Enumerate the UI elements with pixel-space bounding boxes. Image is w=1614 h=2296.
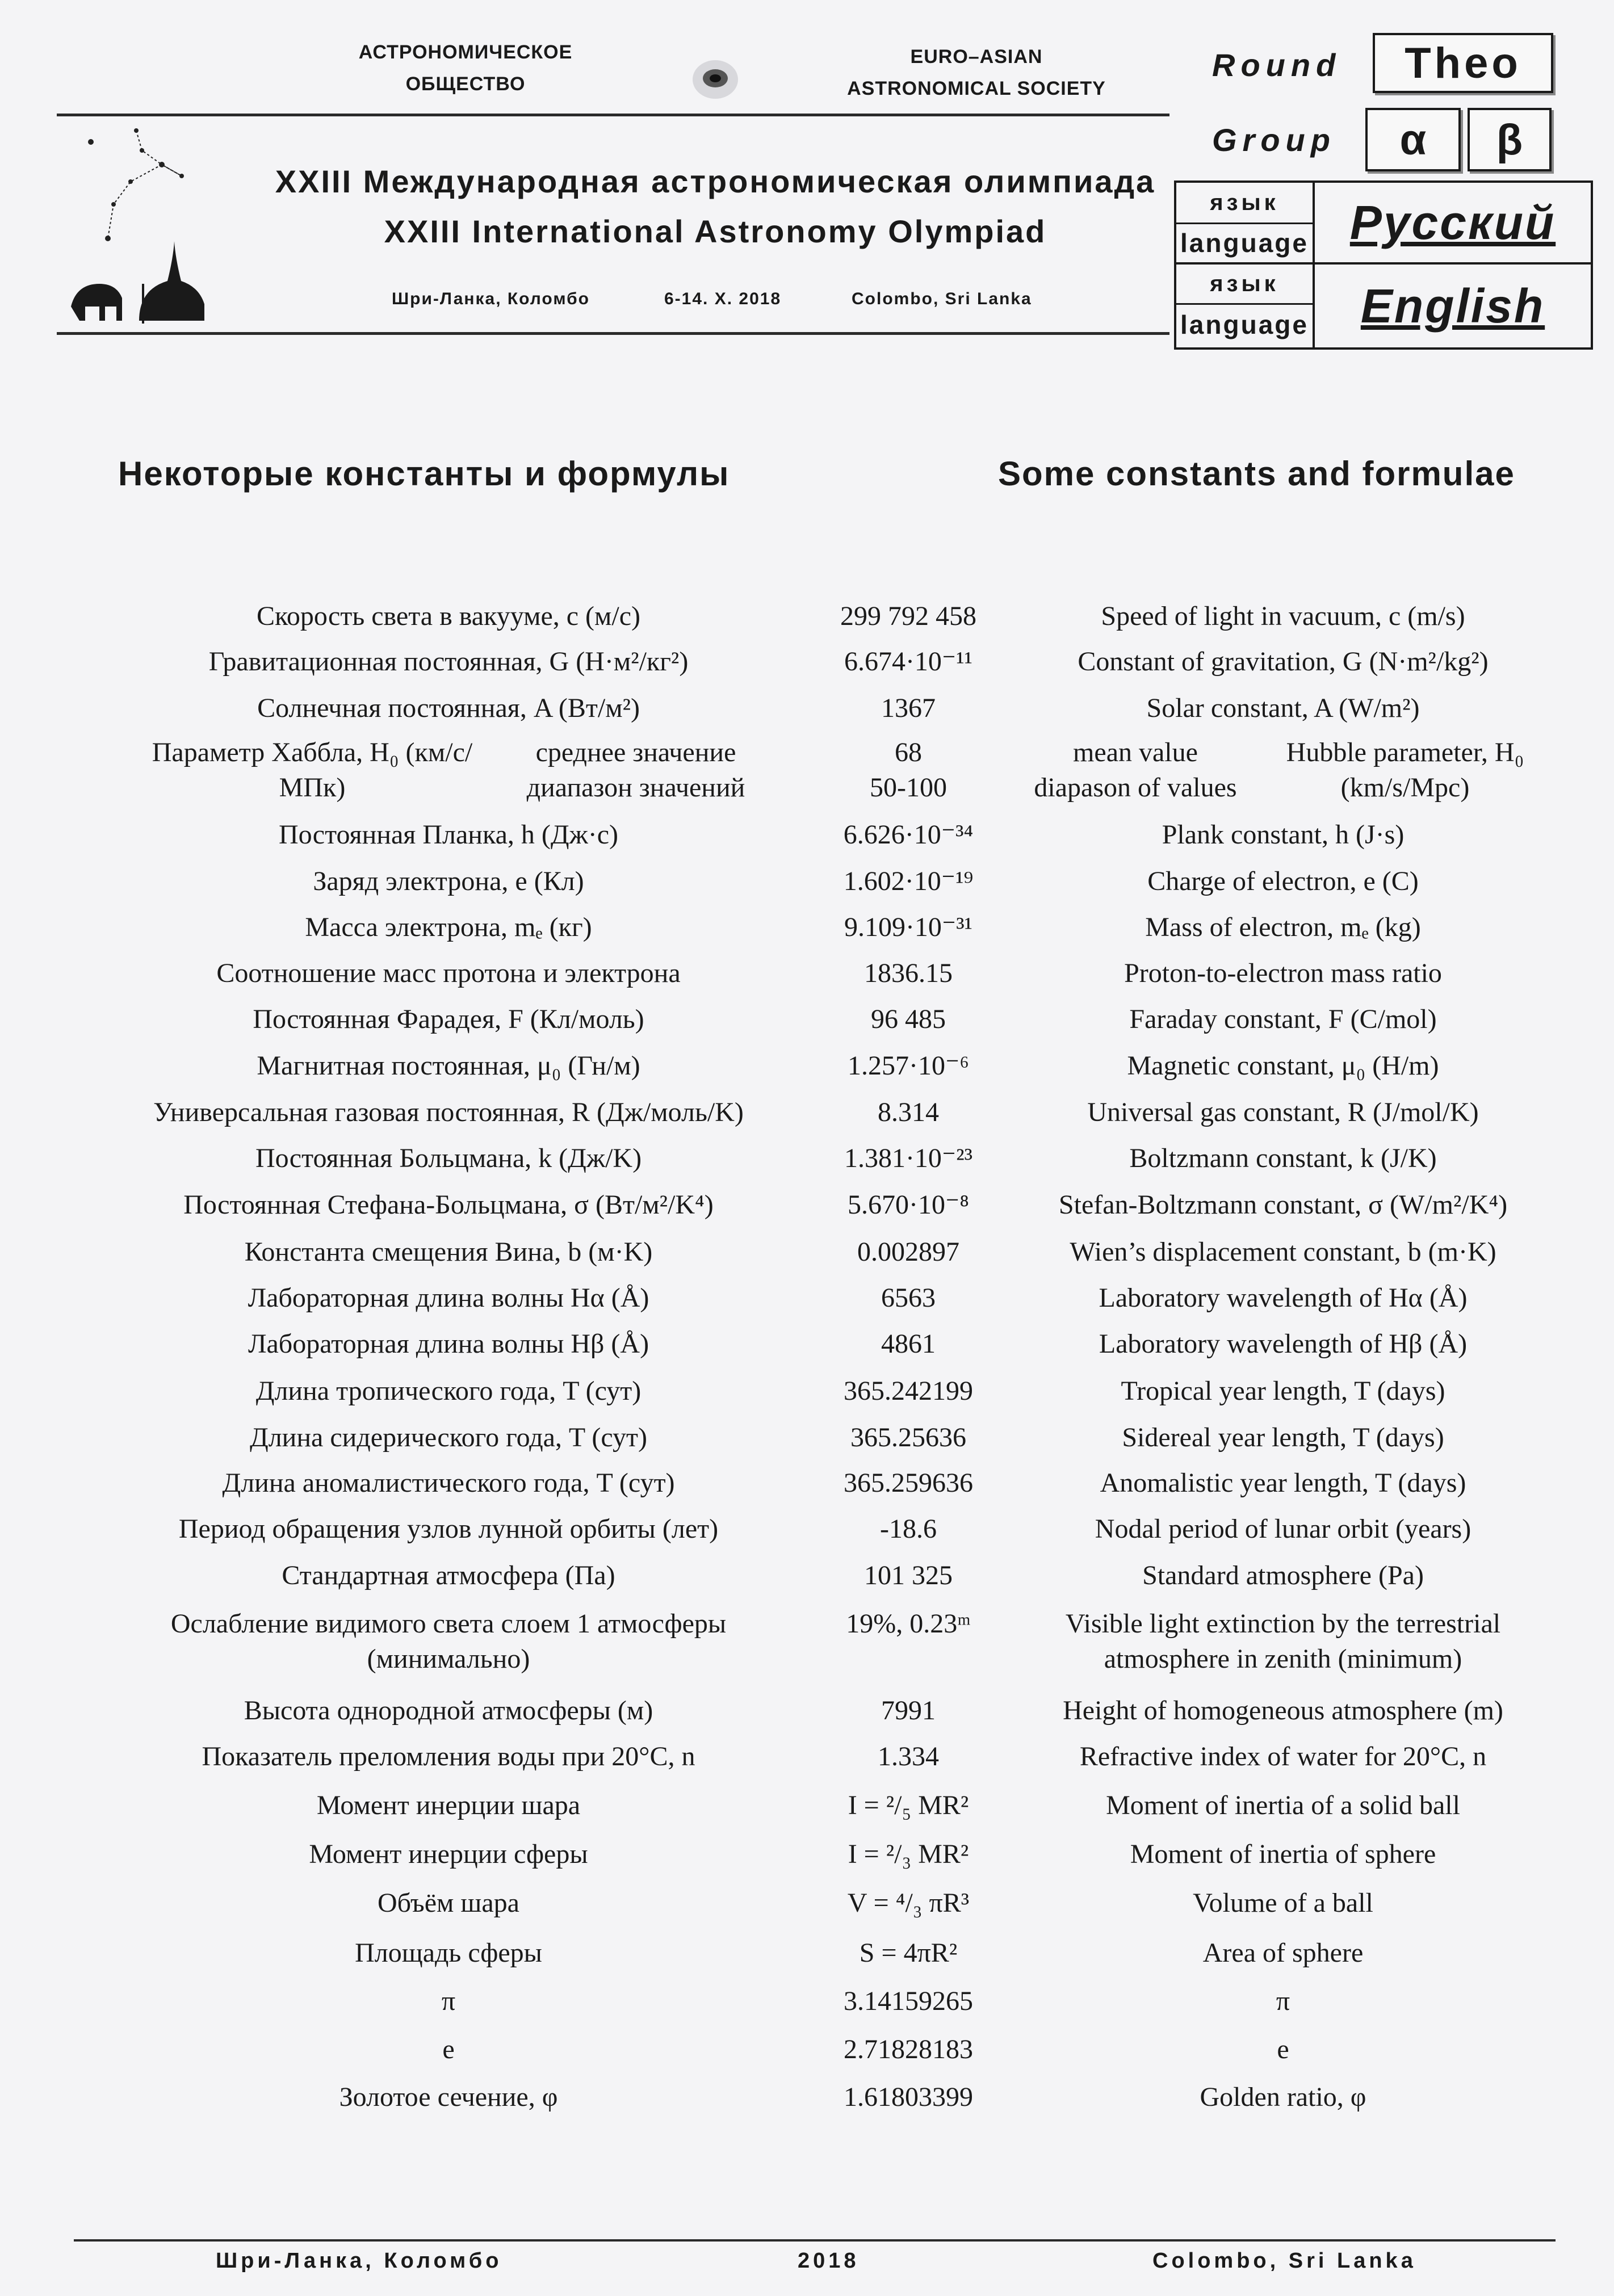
row-ru-label: Постоянная Стефана-Больцмана, σ (Вт/м²/K⁴)	[183, 1190, 714, 1220]
group-alpha-box	[1365, 108, 1461, 171]
row-en-label: Solar constant, A (W/m²)	[1146, 693, 1420, 723]
row-ru-label: Длина тропического года, T (сут)	[255, 1376, 642, 1406]
group-beta-box	[1468, 108, 1552, 171]
header-top-rule	[57, 114, 1169, 116]
language-value-ru: Русский	[1349, 195, 1556, 249]
row-en-label: Wien’s displacement constant, b (m·K)	[1070, 1237, 1496, 1267]
row-value: 1367	[881, 693, 936, 723]
row-value-mean: 68	[895, 737, 922, 767]
row-en-label: Universal gas constant, R (J/mol/K)	[1087, 1097, 1479, 1127]
row-ru-label: Длина сидерического года, T (сут)	[249, 1422, 647, 1453]
row-en-label: Standard atmosphere (Pa)	[1142, 1560, 1424, 1590]
row-ru-label: Соотношение масс протона и электрона	[216, 958, 681, 988]
footer-rule	[74, 2239, 1556, 2242]
row-ru-label: Лабораторная длина волны Hα (Å)	[248, 1283, 649, 1313]
row-ru-label: Постоянная Планка, h (Дж·с)	[278, 820, 619, 850]
row-ru-label: Лабораторная длина волны Hβ (Å)	[248, 1329, 649, 1359]
row-value: 1.602·10⁻¹⁹	[843, 866, 974, 896]
society-ru-line1: АСТРОНОМИЧЕСКОЕ	[358, 41, 573, 63]
galaxy-emblem-icon	[670, 45, 761, 114]
row-value: 365.25636	[850, 1422, 966, 1453]
row-ru-label: Константа смещения Вина, b (м·K)	[244, 1237, 653, 1267]
row-en-range-label: diapason of values	[1034, 773, 1237, 803]
row-value: 96 485	[871, 1004, 946, 1034]
row-en-label: Laboratory wavelength of Hβ (Å)	[1099, 1329, 1468, 1359]
row-ru-label: Показатель преломления воды при 20°C, n	[202, 1741, 695, 1772]
row-en-label: Plank constant, h (J·s)	[1162, 820, 1405, 850]
row-ru-label: Масса электрона, mₑ (кг)	[305, 912, 592, 942]
row-ru-range-label: диапазон значений	[526, 773, 745, 803]
row-value: 6563	[881, 1283, 936, 1313]
row-value: 0.002897	[857, 1237, 959, 1267]
row-value: 2.71828183	[844, 2034, 973, 2064]
row-en-label: Mass of electron, mₑ (kg)	[1145, 912, 1421, 942]
row-value: I = ²/₅ MR²	[848, 1790, 969, 1820]
society-en-line2: ASTRONOMICAL SOCIETY	[847, 78, 1106, 99]
location-ru: Шри-Ланка, Коломбо	[392, 289, 590, 308]
dates: 6-14. X. 2018	[664, 289, 782, 308]
row-value: 1.334	[878, 1741, 939, 1772]
row-value: I = ²/₃ MR²	[848, 1839, 969, 1869]
row-en-label: Visible light extinction by the terrestrial atmosphere in zenith (minimum)	[1065, 1609, 1501, 1674]
row-value: 299 792 458	[840, 601, 976, 631]
constellation-elephant-stupa-icon	[62, 119, 204, 341]
row-en-label: Faraday constant, F (C/mol)	[1129, 1004, 1437, 1034]
row-ru-label: π	[441, 1986, 456, 2016]
row-en-mean-label: mean value	[1073, 737, 1198, 767]
round-label: Round	[1212, 47, 1341, 83]
row-value: V = ⁴/₃ πR³	[847, 1888, 970, 1918]
row-en-label: e	[1277, 2034, 1289, 2064]
row-ru-label: Постоянная Больцмана, k (Дж/K)	[255, 1143, 642, 1173]
header-bottom-rule	[57, 332, 1169, 335]
row-ru-label: Золотое сечение, φ	[339, 2082, 558, 2112]
row-value: 5.670·10⁻⁸	[847, 1190, 970, 1220]
row-en-label: Constant of gravitation, G (N·m²/kg²)	[1078, 647, 1489, 677]
row-value: 365.259636	[844, 1468, 973, 1498]
society-ru	[318, 36, 613, 100]
row-value: 1836.15	[864, 958, 953, 988]
footer-right: Colombo, Sri Lanka	[1152, 2249, 1416, 2273]
row-value: 9.109·10⁻³¹	[844, 912, 973, 942]
row-value: -18.6	[880, 1514, 937, 1544]
row-ru-label: Ослабление видимого света слоем 1 атмосферы (минимально)	[170, 1609, 727, 1674]
row-value: 1.381·10⁻²³	[844, 1143, 973, 1173]
row-value: 6.674·10⁻¹¹	[844, 647, 973, 677]
row-en-label: Stefan-Boltzmann constant, σ (W/m²/K⁴)	[1058, 1190, 1508, 1220]
group-label: Group	[1212, 122, 1336, 158]
row-en-label: Nodal period of lunar orbit (years)	[1095, 1514, 1472, 1544]
row-value: 1.257·10⁻⁶	[847, 1051, 970, 1081]
group-beta: β	[1496, 115, 1523, 164]
row-en-label: Anomalistic year length, T (days)	[1100, 1468, 1466, 1498]
row-en-label: Sidereal year length, T (days)	[1122, 1422, 1444, 1453]
row-value: 101 325	[864, 1560, 953, 1590]
row-ru-label: Скорость света в вакууме, с (м/с)	[256, 601, 641, 631]
row-ru-label: Универсальная газовая постоянная, R (Дж/моль/K)	[153, 1097, 744, 1127]
title-ru: XXIII Международная астрономическая олимпиада	[275, 163, 1156, 199]
row-en-label: Laboratory wavelength of Hα (Å)	[1099, 1283, 1468, 1313]
row-ru-label: Стандартная атмосфера (Па)	[282, 1560, 615, 1590]
language-label-en-2: language	[1180, 310, 1309, 339]
row-en-label: Magnetic constant, μ₀ (H/m)	[1127, 1051, 1439, 1081]
round-value: Theo	[1405, 39, 1521, 87]
round-value-box	[1373, 33, 1553, 93]
location-en: Colombo, Sri Lanka	[852, 289, 1032, 308]
row-ru-mean-label: среднее значение	[535, 737, 736, 767]
row-ru-label: Заряд электрона, e (Кл)	[313, 866, 584, 896]
row-en-label: Area of sphere	[1202, 1938, 1364, 1968]
row-en-label: Refractive index of water for 20°C, n	[1079, 1741, 1487, 1772]
row-en-label: Tropical year length, T (days)	[1121, 1376, 1445, 1406]
row-en-label: π	[1276, 1986, 1290, 2016]
row-ru-label: Магнитная постоянная, μ₀ (Гн/м)	[257, 1051, 640, 1081]
row-en-label: Boltzmann constant, k (J/K)	[1129, 1143, 1437, 1173]
row-en-label: Moment of inertia of sphere	[1130, 1839, 1436, 1869]
row-value-range: 50-100	[870, 773, 947, 803]
row-ru-label: Период обращения узлов лунной орбиты (лет)	[178, 1514, 719, 1544]
language-label-ru-1: язык	[1210, 190, 1279, 215]
row-value: 8.314	[878, 1097, 939, 1127]
row-en-label: Speed of light in vacuum, c (m/s)	[1101, 601, 1465, 631]
title-en: XXIII International Astronomy Olympiad	[384, 213, 1047, 249]
row-en-label: Charge of electron, e (C)	[1147, 866, 1419, 896]
row-ru-label: Момент инерции сферы	[309, 1839, 588, 1869]
section-title-en: Some constants and formulae	[998, 455, 1515, 493]
row-value: 19%, 0.23ᵐ	[846, 1609, 971, 1639]
row-value: 4861	[881, 1329, 936, 1359]
group-alpha: α	[1399, 115, 1427, 164]
language-value-en: English	[1360, 279, 1545, 333]
row-ru-label: Площадь сферы	[355, 1938, 542, 1968]
society-ru-line2: ОБЩЕСТВО	[405, 73, 526, 95]
row-value: 365.242199	[844, 1376, 973, 1406]
row-ru-label: Высота однородной атмосферы (м)	[244, 1695, 653, 1726]
section-title-ru: Некоторые константы и формулы	[118, 455, 730, 493]
language-label-en-1: language	[1180, 228, 1309, 258]
row-ru-label: Гравитационная постоянная, G (Н·м²/кг²)	[208, 647, 689, 677]
footer-left: Шри-Ланка, Коломбо	[216, 2249, 502, 2273]
row-en-label: Golden ratio, φ	[1200, 2082, 1366, 2112]
row-ru-label: Солнечная постоянная, A (Вт/м²)	[257, 693, 640, 723]
row-en-label: Proton-to-electron mass ratio	[1124, 958, 1442, 988]
row-ru-label: e	[442, 2034, 455, 2064]
society-en	[818, 41, 1135, 104]
language-label-ru-2: язык	[1210, 271, 1279, 296]
footer-center: 2018	[798, 2249, 860, 2273]
row-value: 3.14159265	[844, 1986, 973, 2016]
row-en-label: Height of homogeneous atmosphere (m)	[1063, 1695, 1503, 1726]
row-ru-label: Объём шара	[378, 1888, 519, 1918]
row-value: S = 4πR²	[859, 1938, 958, 1968]
row-en-label: Hubble parameter, H₀ (km/s/Mpc)	[1286, 737, 1524, 803]
row-ru-label: Параметр Хаббла, H₀ (км/с/МПк)	[152, 737, 473, 803]
row-ru-label: Постоянная Фарадея, F (Кл/моль)	[253, 1004, 644, 1034]
society-en-line1: EURO–ASIAN	[910, 46, 1043, 68]
row-value: 6.626·10⁻³⁴	[843, 820, 974, 850]
row-ru-label: Момент инерции шара	[316, 1790, 581, 1820]
row-value: 7991	[881, 1695, 936, 1726]
row-en-label: Volume of a ball	[1193, 1888, 1373, 1918]
row-ru-label: Длина аномалистического года, T (сут)	[222, 1468, 675, 1498]
row-value: 1.61803399	[844, 2082, 973, 2112]
row-en-label: Moment of inertia of a solid ball	[1106, 1790, 1460, 1820]
language-grid	[1174, 181, 1593, 350]
